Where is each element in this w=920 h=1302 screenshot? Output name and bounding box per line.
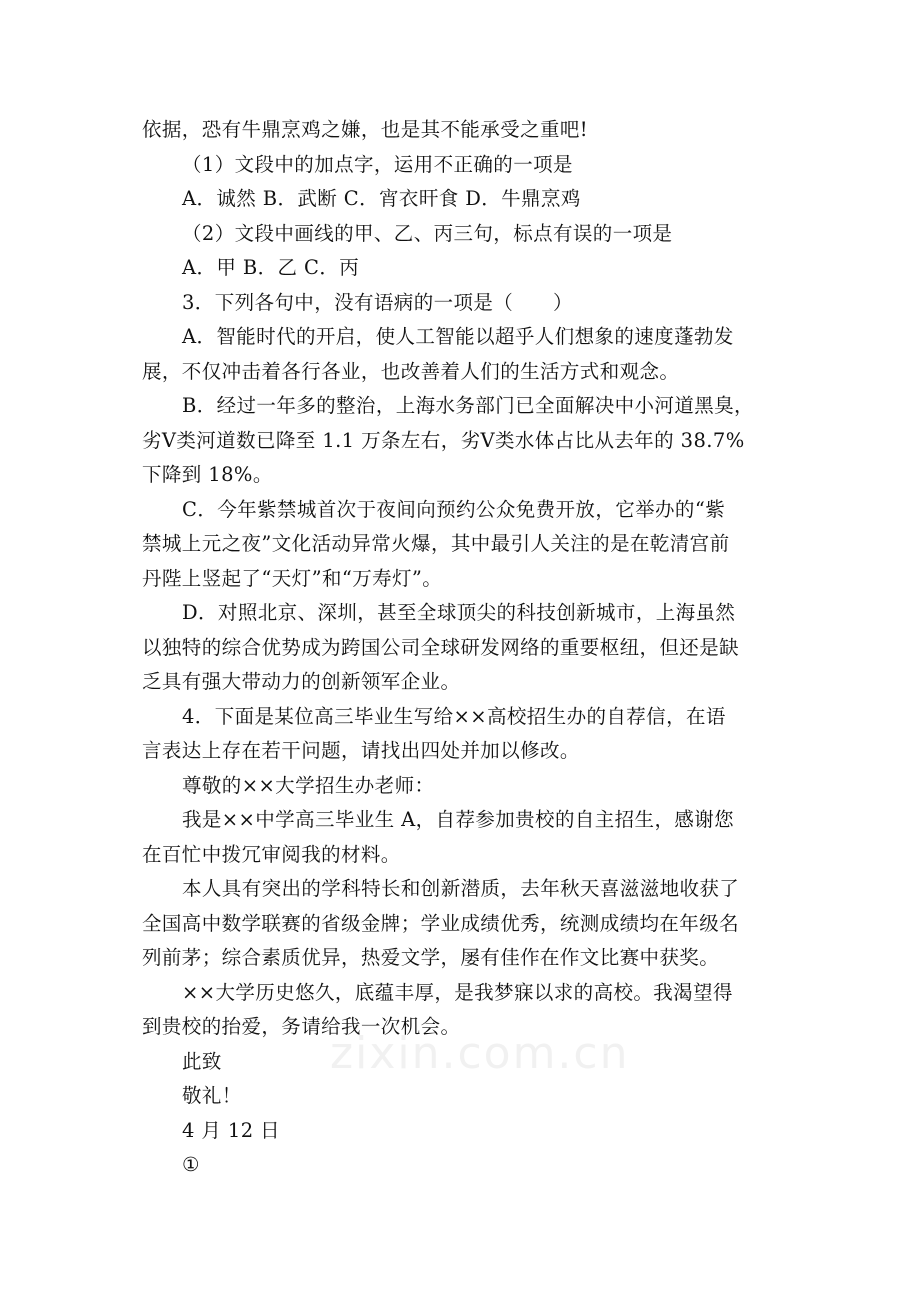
watermark: zixin.com.cn	[330, 1028, 630, 1079]
answer-marker: ①	[182, 1153, 200, 1176]
letter-regards: 敬礼！	[182, 1084, 242, 1107]
text-line: 禁城上元之夜”文化活动异常火爆，其中最引人关注的是在乾清宫前	[142, 532, 730, 555]
text-line: 丹陛上竖起了“天灯”和“万寿灯”。	[142, 566, 443, 590]
text-line: C．今年紫禁城首次于夜间向预约公众免费开放，它举办的“紫	[182, 497, 726, 521]
text-line: 3．下列各句中，没有语病的一项是（ ）	[182, 290, 573, 314]
text-line: （2）文段中画线的甲、乙、丙三句，标点有误的一项是	[182, 221, 673, 245]
text-line: B．经过一年多的整治，上海水务部门已全面解决中小河道黑臭，	[182, 394, 754, 417]
text-line: 在百忙中拨冗审阅我的材料。	[142, 842, 401, 866]
document-body	[142, 113, 782, 1183]
text-line: A．甲 B．乙 C．丙	[182, 256, 360, 279]
text-line: D．对照北京、深圳，甚至全球顶尖的科技创新城市，上海虽然	[182, 601, 736, 624]
text-line: 依据，恐有牛鼎烹鸡之嫌，也是其不能承受之重吧!	[142, 118, 589, 141]
text-line: 本人具有突出的学科特长和创新潜质，去年秋天喜滋滋地收获了	[182, 877, 740, 900]
text-line: 我是××中学高三毕业生 A，自荐参加贵校的自主招生，感谢您	[182, 808, 735, 831]
text-line: 展，不仅冲击着各行各业，也改善着人们的生活方式和观念。	[142, 359, 680, 383]
text-line: 4．下面是某位高三毕业生写给××高校招生办的自荐信，在语	[182, 704, 726, 728]
text-line: A．智能时代的开启，使人工智能以超乎人们想象的速度蓬勃发	[182, 325, 734, 348]
text-line: 劣Ⅴ类河道数已降至 1.1 万条左右，劣Ⅴ类水体占比从去年的 38.7%	[142, 428, 745, 452]
text-line: 言表达上存在若干问题，请找出四处并加以修改。	[142, 739, 580, 762]
letter-closing: 此致	[182, 1049, 222, 1073]
letter-date: 4 月 12 日	[182, 1118, 281, 1142]
text-line: （1）文段中的加点字，运用不正确的一项是	[182, 152, 573, 176]
text-line: 列前茅；综合素质优异，热爱文学，屡有佳作在作文比赛中获奖。	[142, 946, 720, 969]
letter-salutation: 尊敬的××大学招生办老师：	[182, 773, 435, 797]
text-line: A．诚然 B．武断 C．宵衣旰食 D．牛鼎烹鸡	[182, 187, 581, 210]
text-line: 乏具有强大带动力的创新领军企业。	[142, 670, 461, 693]
text-line: 下降到 18%。	[142, 463, 273, 486]
text-line: 到贵校的抬爱，务请给我一次机会。	[142, 1015, 461, 1038]
text-line: 全国高中数学联赛的省级金牌；学业成绩优秀，统测成绩均在年级名	[142, 911, 740, 935]
text-line: 以独特的综合优势成为跨国公司全球研发网络的重要枢纽，但还是缺	[142, 635, 740, 659]
text-line: ××大学历史悠久，底蕴丰厚，是我梦寐以求的高校。我渴望得	[182, 980, 733, 1004]
